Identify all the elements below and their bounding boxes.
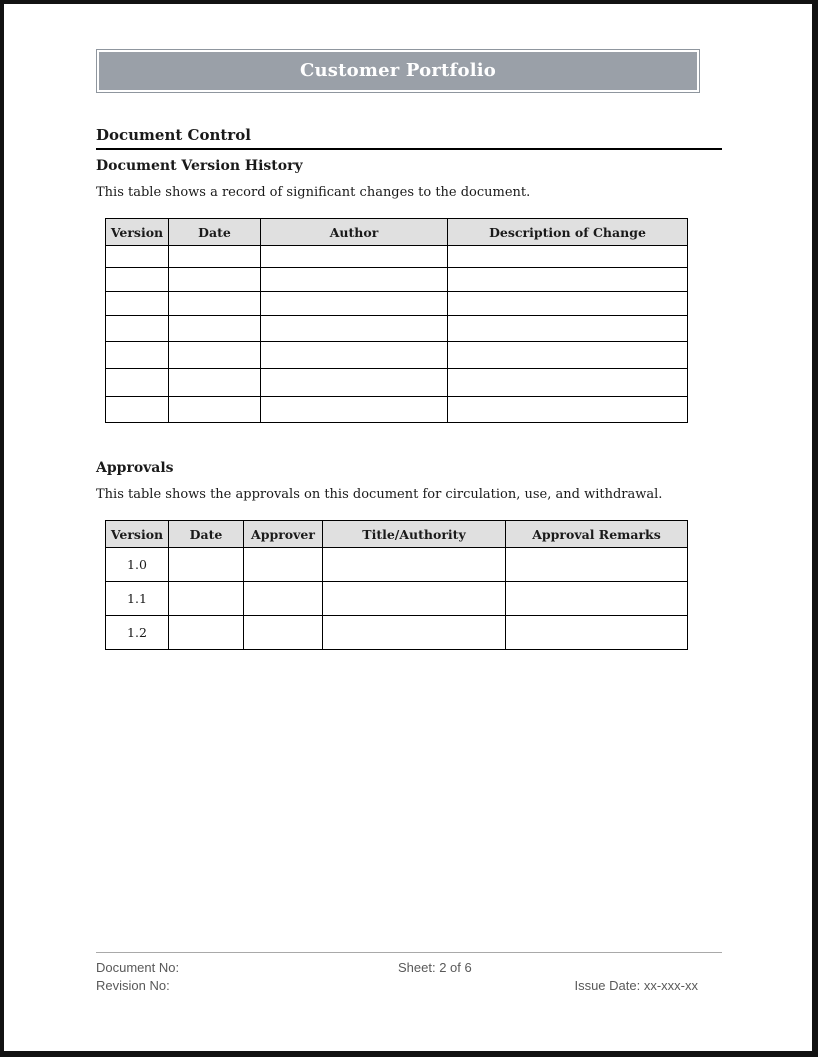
table-cell (261, 369, 448, 397)
table-row (106, 342, 688, 369)
table-cell (169, 292, 261, 316)
footer-row-1 (96, 959, 722, 977)
table-cell (323, 616, 506, 650)
version-history-description: This table shows a record of significant changes to the document. (96, 185, 531, 200)
approvals-table (105, 520, 688, 650)
table-row (106, 616, 688, 650)
section-heading-document-control: Document Control (96, 126, 722, 150)
table-cell (323, 582, 506, 616)
table-cell (169, 582, 244, 616)
table-cell (106, 397, 169, 423)
column-header-title-authority: Title/Authority (323, 521, 506, 548)
column-header-approver: Approver (244, 521, 323, 548)
issue-date-label: Issue Date: xx-xxx-xx (574, 978, 698, 993)
title-banner-fill (99, 52, 697, 90)
version-cell: 1.2 (106, 616, 169, 650)
table-row (106, 397, 688, 423)
column-header-approval-remarks: Approval Remarks (506, 521, 688, 548)
table-row (106, 316, 688, 342)
table-cell (448, 342, 688, 369)
table-row (106, 582, 688, 616)
table-row (106, 369, 688, 397)
table-row (106, 548, 688, 582)
table-cell (261, 342, 448, 369)
table-cell (448, 268, 688, 292)
table-row (106, 246, 688, 268)
table-cell (261, 316, 448, 342)
table-cell (448, 292, 688, 316)
table-cell (169, 246, 261, 268)
page-footer (96, 952, 722, 995)
version-history-table (105, 218, 688, 423)
footer-row-2 (96, 977, 722, 995)
table-cell (169, 397, 261, 423)
table-cell (506, 582, 688, 616)
column-header-date: Date (169, 521, 244, 548)
table-header-row (106, 521, 688, 548)
sheet-number: Sheet: 2 of 6 (398, 960, 472, 975)
table-cell (244, 582, 323, 616)
table-cell (106, 246, 169, 268)
table-cell (506, 616, 688, 650)
subsection-heading-version-history: Document Version History (96, 158, 303, 174)
table-cell (261, 246, 448, 268)
approvals-description: This table shows the approvals on this document for circulation, use, and withdrawal. (96, 487, 663, 502)
table-cell (261, 292, 448, 316)
document-no-label: Document No: (96, 960, 180, 975)
table-cell (169, 342, 261, 369)
column-header-description-of-change: Description of Change (448, 219, 688, 246)
table-cell (448, 369, 688, 397)
table-cell (448, 397, 688, 423)
table-cell (106, 369, 169, 397)
table-cell (169, 268, 261, 292)
table-cell (506, 548, 688, 582)
table-row (106, 292, 688, 316)
revision-no-label: Revision No: (96, 978, 170, 993)
table-cell (169, 548, 244, 582)
column-header-version: Version (106, 219, 169, 246)
table-cell (169, 316, 261, 342)
table-cell (106, 292, 169, 316)
subsection-heading-approvals: Approvals (96, 460, 174, 476)
table-cell (448, 316, 688, 342)
page-content (96, 126, 722, 650)
table-cell (244, 616, 323, 650)
table-cell (106, 342, 169, 369)
table-cell (169, 616, 244, 650)
table-cell (244, 548, 323, 582)
table-row (106, 268, 688, 292)
table-header-row (106, 219, 688, 246)
table-cell (323, 548, 506, 582)
version-cell: 1.0 (106, 548, 169, 582)
table-cell (169, 369, 261, 397)
column-header-version: Version (106, 521, 169, 548)
table-cell (261, 397, 448, 423)
table-cell (448, 246, 688, 268)
column-header-author: Author (261, 219, 448, 246)
document-title: Customer Portfolio (299, 60, 496, 81)
version-cell: 1.1 (106, 582, 169, 616)
table-cell (106, 316, 169, 342)
column-header-date: Date (169, 219, 261, 246)
table-cell (106, 268, 169, 292)
table-cell (261, 268, 448, 292)
title-banner (96, 49, 700, 93)
